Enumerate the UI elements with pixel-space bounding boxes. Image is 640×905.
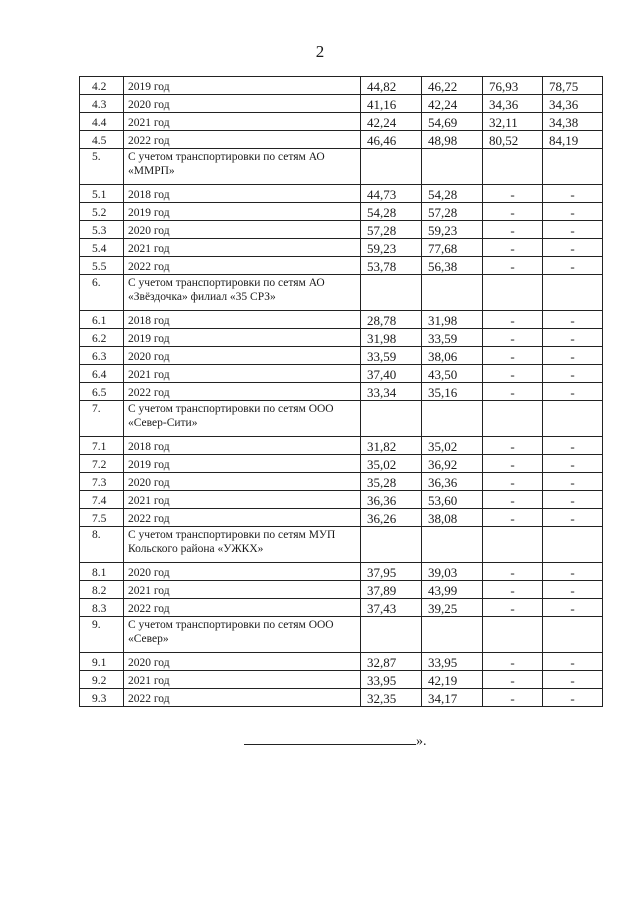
value-cell-3: - <box>483 203 543 221</box>
table-row <box>80 185 603 203</box>
value-cell-3 <box>483 617 543 653</box>
table-row <box>80 95 603 113</box>
value-cell-3: - <box>483 653 543 671</box>
row-number-cell: 5.1 <box>80 185 124 203</box>
value-cell-4: - <box>543 311 603 329</box>
value-cell-2: 33,95 <box>422 653 483 671</box>
row-name-cell: С учетом транспортировки по сетям АО «Звёздочка» филиал «35 СРЗ» <box>124 275 361 311</box>
value-cell-4: - <box>543 257 603 275</box>
value-cell-4: - <box>543 347 603 365</box>
row-name-cell: 2021 год <box>124 671 361 689</box>
row-number-cell: 6. <box>80 275 124 311</box>
value-cell-2: 42,24 <box>422 95 483 113</box>
value-cell-1: 37,89 <box>361 581 422 599</box>
row-number-cell: 4.2 <box>80 77 124 95</box>
value-cell-3: - <box>483 491 543 509</box>
value-cell-1: 37,43 <box>361 599 422 617</box>
row-name-cell: 2022 год <box>124 509 361 527</box>
row-name-cell: 2022 год <box>124 383 361 401</box>
value-cell-3: - <box>483 347 543 365</box>
row-name-cell: 2019 год <box>124 455 361 473</box>
value-cell-1 <box>361 401 422 437</box>
row-number-cell: 5.3 <box>80 221 124 239</box>
value-cell-3: - <box>483 221 543 239</box>
table-row <box>80 581 603 599</box>
row-number-cell: 8.2 <box>80 581 124 599</box>
value-cell-1: 33,95 <box>361 671 422 689</box>
table-row <box>80 437 603 455</box>
value-cell-2: 43,99 <box>422 581 483 599</box>
value-cell-1: 31,98 <box>361 329 422 347</box>
value-cell-1: 33,59 <box>361 347 422 365</box>
value-cell-4: - <box>543 653 603 671</box>
value-cell-2: 39,25 <box>422 599 483 617</box>
value-cell-1: 33,34 <box>361 383 422 401</box>
value-cell-2: 33,59 <box>422 329 483 347</box>
table-row <box>80 563 603 581</box>
row-name-cell: С учетом транспортировки по сетям АО «МMРП» <box>124 149 361 185</box>
value-cell-4: - <box>543 509 603 527</box>
row-number-cell: 4.3 <box>80 95 124 113</box>
tariff-table-body <box>80 77 603 707</box>
value-cell-3: - <box>483 599 543 617</box>
section-row <box>80 617 603 653</box>
table-row <box>80 77 603 95</box>
row-name-cell: 2022 год <box>124 689 361 707</box>
value-cell-2: 59,23 <box>422 221 483 239</box>
value-cell-2: 42,19 <box>422 671 483 689</box>
value-cell-2: 48,98 <box>422 131 483 149</box>
value-cell-3: - <box>483 329 543 347</box>
value-cell-2: 35,02 <box>422 437 483 455</box>
value-cell-2: 57,28 <box>422 203 483 221</box>
value-cell-2 <box>422 617 483 653</box>
value-cell-2: 31,98 <box>422 311 483 329</box>
value-cell-1: 35,28 <box>361 473 422 491</box>
row-name-cell: 2021 год <box>124 581 361 599</box>
table-row <box>80 473 603 491</box>
row-number-cell: 7.2 <box>80 455 124 473</box>
row-name-cell: 2018 год <box>124 185 361 203</box>
value-cell-3: 34,36 <box>483 95 543 113</box>
value-cell-4: - <box>543 689 603 707</box>
value-cell-3: - <box>483 455 543 473</box>
row-number-cell: 7.3 <box>80 473 124 491</box>
value-cell-2: 54,69 <box>422 113 483 131</box>
row-name-cell: С учетом транспортировки по сетям ООО «Север-Сити» <box>124 401 361 437</box>
row-number-cell: 9. <box>80 617 124 653</box>
value-cell-3: - <box>483 581 543 599</box>
value-cell-3: - <box>483 365 543 383</box>
value-cell-2: 46,22 <box>422 77 483 95</box>
table-row <box>80 221 603 239</box>
row-number-cell: 9.3 <box>80 689 124 707</box>
value-cell-1: 57,28 <box>361 221 422 239</box>
row-number-cell: 7.1 <box>80 437 124 455</box>
closing-quote: ». <box>416 734 427 749</box>
section-row <box>80 275 603 311</box>
table-row <box>80 599 603 617</box>
table-row <box>80 689 603 707</box>
row-number-cell: 6.3 <box>80 347 124 365</box>
value-cell-2 <box>422 401 483 437</box>
value-cell-1: 53,78 <box>361 257 422 275</box>
value-cell-3: 76,93 <box>483 77 543 95</box>
value-cell-1: 42,24 <box>361 113 422 131</box>
value-cell-3: - <box>483 185 543 203</box>
value-cell-2: 39,03 <box>422 563 483 581</box>
table-row <box>80 455 603 473</box>
row-name-cell: 2021 год <box>124 239 361 257</box>
row-number-cell: 7.4 <box>80 491 124 509</box>
value-cell-2: 38,08 <box>422 509 483 527</box>
value-cell-2: 77,68 <box>422 239 483 257</box>
value-cell-3: - <box>483 509 543 527</box>
table-row <box>80 365 603 383</box>
row-number-cell: 5.2 <box>80 203 124 221</box>
value-cell-2: 56,38 <box>422 257 483 275</box>
value-cell-1: 59,23 <box>361 239 422 257</box>
value-cell-1 <box>361 617 422 653</box>
row-number-cell: 9.1 <box>80 653 124 671</box>
table-row <box>80 491 603 509</box>
row-name-cell: 2018 год <box>124 437 361 455</box>
value-cell-1: 44,73 <box>361 185 422 203</box>
value-cell-3: - <box>483 689 543 707</box>
value-cell-1: 28,78 <box>361 311 422 329</box>
table-row <box>80 653 603 671</box>
value-cell-2 <box>422 149 483 185</box>
value-cell-4 <box>543 275 603 311</box>
value-cell-1 <box>361 275 422 311</box>
row-name-cell: 2019 год <box>124 203 361 221</box>
value-cell-4: 84,19 <box>543 131 603 149</box>
value-cell-4: 34,38 <box>543 113 603 131</box>
value-cell-4 <box>543 617 603 653</box>
value-cell-3: - <box>483 383 543 401</box>
value-cell-4: - <box>543 671 603 689</box>
tariff-table <box>79 76 603 707</box>
value-cell-1 <box>361 149 422 185</box>
section-row <box>80 149 603 185</box>
row-name-cell: 2020 год <box>124 473 361 491</box>
table-row <box>80 239 603 257</box>
value-cell-2: 38,06 <box>422 347 483 365</box>
value-cell-1: 32,87 <box>361 653 422 671</box>
row-number-cell: 5. <box>80 149 124 185</box>
value-cell-3: - <box>483 671 543 689</box>
table-row <box>80 113 603 131</box>
row-name-cell: 2018 год <box>124 311 361 329</box>
value-cell-3: - <box>483 563 543 581</box>
value-cell-3: 80,52 <box>483 131 543 149</box>
row-number-cell: 9.2 <box>80 671 124 689</box>
value-cell-2 <box>422 527 483 563</box>
value-cell-4: - <box>543 329 603 347</box>
row-name-cell: 2020 год <box>124 95 361 113</box>
signature-block <box>244 734 427 750</box>
value-cell-4 <box>543 401 603 437</box>
signature-line <box>244 734 416 745</box>
row-name-cell: 2020 год <box>124 221 361 239</box>
row-number-cell: 7. <box>80 401 124 437</box>
row-name-cell: С учетом транспортировки по сетям ООО «Север» <box>124 617 361 653</box>
row-number-cell: 4.4 <box>80 113 124 131</box>
row-number-cell: 6.5 <box>80 383 124 401</box>
value-cell-1: 31,82 <box>361 437 422 455</box>
row-number-cell: 5.4 <box>80 239 124 257</box>
row-number-cell: 6.1 <box>80 311 124 329</box>
value-cell-3: 32,11 <box>483 113 543 131</box>
value-cell-4: - <box>543 599 603 617</box>
table-row <box>80 311 603 329</box>
value-cell-1: 35,02 <box>361 455 422 473</box>
value-cell-2: 36,36 <box>422 473 483 491</box>
value-cell-1: 46,46 <box>361 131 422 149</box>
value-cell-3 <box>483 527 543 563</box>
value-cell-4: - <box>543 239 603 257</box>
row-number-cell: 8.1 <box>80 563 124 581</box>
row-number-cell: 6.2 <box>80 329 124 347</box>
row-name-cell: 2019 год <box>124 77 361 95</box>
row-name-cell: 2022 год <box>124 599 361 617</box>
value-cell-3: - <box>483 473 543 491</box>
value-cell-2: 35,16 <box>422 383 483 401</box>
value-cell-4: - <box>543 437 603 455</box>
value-cell-4: - <box>543 491 603 509</box>
value-cell-3: - <box>483 257 543 275</box>
row-name-cell: 2022 год <box>124 257 361 275</box>
value-cell-1: 37,95 <box>361 563 422 581</box>
value-cell-4: - <box>543 563 603 581</box>
value-cell-3: - <box>483 239 543 257</box>
value-cell-4 <box>543 527 603 563</box>
value-cell-3 <box>483 401 543 437</box>
value-cell-4: - <box>543 203 603 221</box>
row-name-cell: 2020 год <box>124 563 361 581</box>
value-cell-1: 41,16 <box>361 95 422 113</box>
value-cell-3 <box>483 149 543 185</box>
row-name-cell: 2021 год <box>124 491 361 509</box>
row-name-cell: 2021 год <box>124 113 361 131</box>
row-number-cell: 7.5 <box>80 509 124 527</box>
value-cell-3 <box>483 275 543 311</box>
table-row <box>80 131 603 149</box>
row-number-cell: 8.3 <box>80 599 124 617</box>
value-cell-1: 54,28 <box>361 203 422 221</box>
row-number-cell: 8. <box>80 527 124 563</box>
value-cell-1: 44,82 <box>361 77 422 95</box>
table-row <box>80 383 603 401</box>
value-cell-4: 34,36 <box>543 95 603 113</box>
row-name-cell: 2020 год <box>124 653 361 671</box>
table-row <box>80 329 603 347</box>
value-cell-4 <box>543 149 603 185</box>
row-number-cell: 6.4 <box>80 365 124 383</box>
row-number-cell: 4.5 <box>80 131 124 149</box>
table-row <box>80 347 603 365</box>
row-name-cell: 2020 год <box>124 347 361 365</box>
value-cell-3: - <box>483 437 543 455</box>
table-row <box>80 509 603 527</box>
value-cell-1: 36,26 <box>361 509 422 527</box>
value-cell-4: - <box>543 365 603 383</box>
value-cell-4: - <box>543 473 603 491</box>
section-row <box>80 527 603 563</box>
row-name-cell: 2021 год <box>124 365 361 383</box>
page-number: 2 <box>315 42 325 61</box>
table-row <box>80 203 603 221</box>
value-cell-4: - <box>543 455 603 473</box>
value-cell-4: - <box>543 221 603 239</box>
value-cell-2: 54,28 <box>422 185 483 203</box>
value-cell-1 <box>361 527 422 563</box>
value-cell-4: - <box>543 383 603 401</box>
value-cell-2: 36,92 <box>422 455 483 473</box>
value-cell-2: 43,50 <box>422 365 483 383</box>
value-cell-3: - <box>483 311 543 329</box>
table-row <box>80 257 603 275</box>
value-cell-2 <box>422 275 483 311</box>
value-cell-2: 34,17 <box>422 689 483 707</box>
row-name-cell: 2022 год <box>124 131 361 149</box>
value-cell-1: 37,40 <box>361 365 422 383</box>
table-row <box>80 671 603 689</box>
value-cell-1: 36,36 <box>361 491 422 509</box>
value-cell-4: 78,75 <box>543 77 603 95</box>
section-row <box>80 401 603 437</box>
value-cell-4: - <box>543 581 603 599</box>
row-name-cell: 2019 год <box>124 329 361 347</box>
row-name-cell: С учетом транспортировки по сетям МУП Кольского района «УЖКХ» <box>124 527 361 563</box>
value-cell-2: 53,60 <box>422 491 483 509</box>
value-cell-1: 32,35 <box>361 689 422 707</box>
value-cell-4: - <box>543 185 603 203</box>
row-number-cell: 5.5 <box>80 257 124 275</box>
